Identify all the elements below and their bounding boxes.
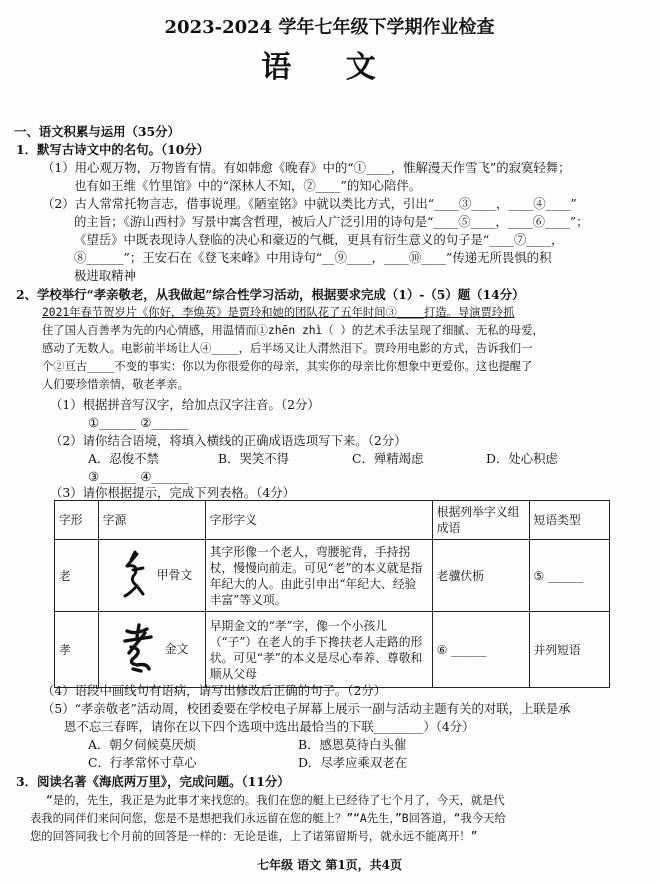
q1-part2-line5: 极进取精神 [74, 268, 136, 283]
source-cell [98, 540, 205, 612]
meaning-cell: 早期金文的“孝”字，像一个小孩儿（“子”）在老人的手下搀扶老人走路的形状。可见“孝”的本义是尽心奉养、尊敬和顺从父母 [205, 612, 432, 688]
sub5-option-a: A．朝夕伺候莫厌烦 [88, 737, 197, 752]
q2-sub5-line2: 恩不忘三春晖，请你在以下四个选项中选出最恰当的下联________）（4分） [64, 719, 475, 734]
option-b: B．哭笑不得 [218, 451, 290, 466]
exam-title: 2023-2024 学年七年级下学期作业检查 [164, 17, 495, 38]
oracle-bone-lao-glyph [121, 550, 147, 602]
char-cell: 老 [55, 540, 99, 612]
q2-passage-line5: 人们要珍惜亲情，敬老孝亲。 [42, 378, 189, 391]
q2-passage-line2: 住了国人百善孝为先的内心情感，用温情而①zhēn zhì（ ）的艺术手法呈现了细腻、无私的母爱， [42, 324, 544, 337]
q2-sub2-answer: ③______ ④______ [88, 469, 189, 484]
q3-passage-line1: “是的，先生，我正是为此事才来找您的。我们在您的艇上已经待了七个月了，今天，就是代 [46, 794, 505, 807]
table-header-cell: 根据列举字义组成语 [432, 501, 529, 540]
type-cell: ⑤ ______ [529, 540, 609, 612]
q1-part2-line2: 的主旨；《游山西村》写景中寓含哲理，被后人广泛引用的诗句是“____⑤____，____⑥____”； [74, 214, 589, 229]
sub5-option-d: D．尽孝应乘双老在 [298, 755, 408, 770]
character-table [54, 500, 610, 688]
idiom-cell: 老骥伏枥 [432, 540, 529, 612]
q2-sub5-line1: （5）“孝亲敬老”活动周，校团委要在学校电子屏幕上展示一副与活动主题有关的对联，上联是承 [42, 701, 571, 716]
q2-passage-line3: 感动了无数人。电影前半场让人④____，后半场又让人潸然泪下。贾玲用电影的方式，告诉我们一 [42, 342, 533, 355]
q1-part2-line3: 《望岳》中既表现诗人登临的决心和豪迈的气概，更具有衍生意义的句子是“____⑦____， [74, 232, 564, 247]
option-c: C．殚精竭虑 [352, 451, 424, 466]
q2-sub1: （1）根据拼音写汉字，给加点汉字注音。（2分） [50, 397, 320, 412]
table-header-cell: 短语类型 [529, 501, 609, 540]
option-a: A．忍俊不禁 [88, 451, 159, 466]
q2-sub1-answer: ①______ ②______ [88, 415, 189, 430]
source-label: 甲骨文 [156, 567, 193, 582]
q3-stem: 3．阅读名著《海底两万里》，完成问题。（11分） [16, 774, 290, 789]
q3-passage-line2: 表我的同伴们来问问您，您是不是想把我们永远留在您的艇上？”“A先生，”B回答道，“我今天给 [30, 812, 506, 825]
table-header-cell: 字形字义 [205, 501, 432, 540]
source-cell [98, 612, 205, 688]
table-row [55, 540, 610, 612]
bronze-xiao-glyph [121, 623, 155, 677]
q2-passage-line4: 个②亘古____不变的事实：你以为你很爱你的母亲，其实你的母亲比你想象中更爱你。这也提醒了 [42, 360, 533, 373]
q2-passage-line1: 2021年春节贺岁片《你好，李焕英》是贾玲和她的团队花了五年时间③____打造。导演贾玲抓 [42, 306, 515, 319]
option-d: D．处心积虑 [486, 451, 558, 466]
table-header-row [55, 501, 610, 540]
source-label: 金文 [164, 641, 189, 656]
q1-part2-line1: （2）古人常常托物言志，借事说理。《陋室铭》中就以类比方式，引出“____③____，____④____” [42, 196, 577, 211]
q3-passage-line3: 您的回答同我七个月前的回答是一样的：无论是谁，上了诺第留斯号，就永远不能离开！” [30, 830, 478, 843]
section-heading: 一、语文积累与运用（35分） [14, 124, 180, 139]
q1-part1-line2: 也有如王维《竹里馆》中的“深林人不知，②____”的知心陪伴。 [74, 178, 422, 193]
subject-title: 语 文 [261, 50, 398, 85]
sub5-option-c: C．行孝常怀寸草心 [88, 755, 197, 770]
q2-sub2: （2）请你结合语境，将填入横线的正确成语选项写下来。（2分） [50, 433, 407, 448]
q2-sub3: （3）请你根据提示，完成下列表格。（4分） [50, 485, 295, 500]
q2-sub4: （4）语段中画线句有语病，请写出修改后正确的句子。（2分） [42, 683, 387, 698]
type-cell: 并列短语 [529, 612, 609, 688]
q1-part2-line4: ⑧______”；王安石在《登飞来峰》中用诗句“__⑨____，____⑩____”传递无所畏惧的积 [74, 250, 552, 265]
sub5-option-b: B．感恩莫待白头催 [298, 737, 407, 752]
table-header-cell: 字形 [55, 501, 99, 540]
char-cell: 孝 [55, 612, 99, 688]
q1-stem: 1．默写古诗文中的名句。（10分） [16, 142, 210, 157]
idiom-cell: ⑥ ______ [432, 612, 529, 688]
q2-stem: 2、学校举行“孝亲敬老，从我做起”综合性学习活动，根据要求完成（1）-（5）题（14分） [16, 287, 525, 302]
table-header-cell: 字源 [98, 501, 205, 540]
page-footer: 七年级 语文 第1页，共4页 [256, 858, 403, 872]
q1-part1-line1: （1）用心观万物，万物皆有情。有如韩愈《晚春》中的“①____，惟解漫天作雪飞”的寂寞轻舞； [42, 160, 571, 175]
table-row [55, 612, 610, 688]
meaning-cell: 其字形像一个老人，弯腰驼背，手持拐杖，慢慢向前走。可见“老”的本义就是指年纪大的人。由此引申出“年纪大、经验丰富”等义项。 [205, 540, 432, 612]
